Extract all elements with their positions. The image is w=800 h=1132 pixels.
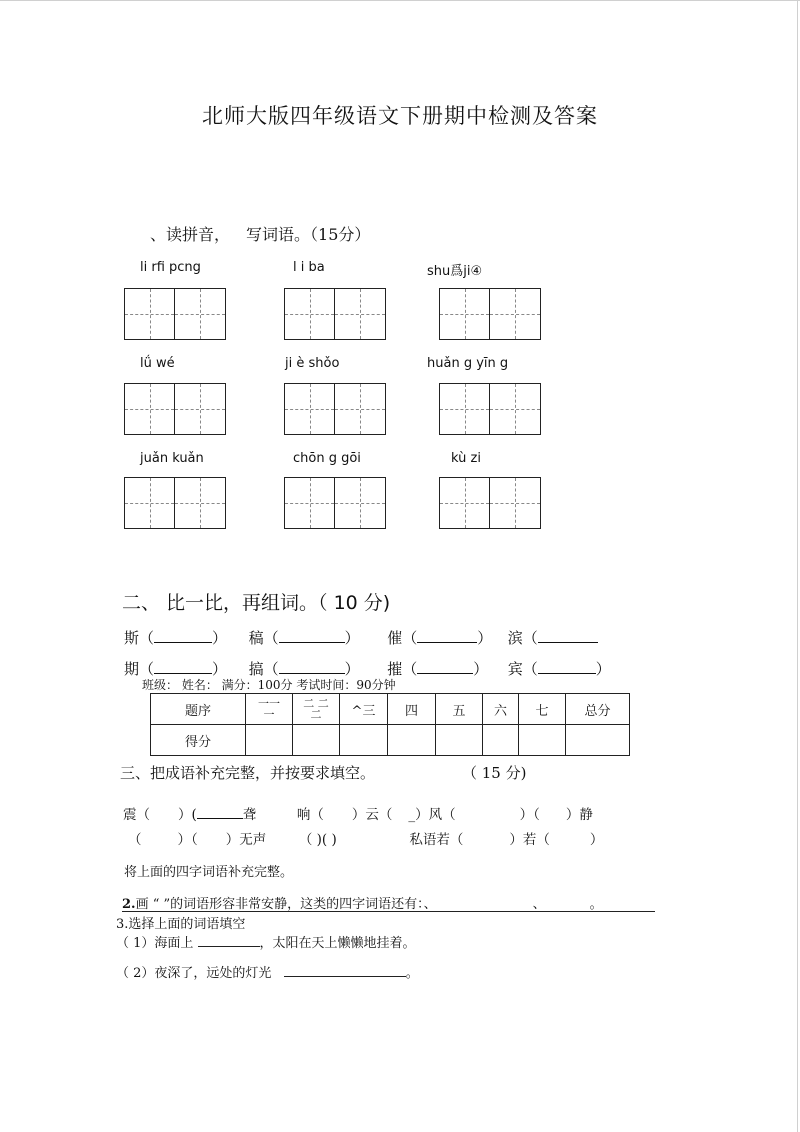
writing-grid[interactable]: [439, 477, 541, 529]
writing-grid[interactable]: [124, 477, 226, 529]
score-header-cell: 七: [519, 694, 566, 725]
paren: ）: [477, 629, 493, 647]
page-edge: [797, 0, 798, 1132]
pinyin-label: li rfi pcng: [140, 260, 201, 275]
question-2-text: 画 “ ”的词语形容非常安静，这类的四字词语还有：、: [135, 897, 437, 912]
question-text: （ 2）夜深了，远处的灯光: [116, 966, 272, 981]
paren: ）: [212, 660, 228, 678]
idiom-text: （ )( ): [298, 832, 337, 848]
idiom-text: ）无声: [225, 832, 267, 848]
idiom-row-1: [123, 803, 593, 823]
section3-heading: 三、把成语补充完整，并按要求填空。: [120, 764, 376, 782]
paren: ）: [473, 660, 489, 678]
char-label: 宾（: [507, 660, 538, 678]
paren: ）: [344, 629, 360, 647]
score-header-cell: 题序: [151, 694, 246, 725]
page-edge: [0, 0, 800, 1]
question-2: [122, 893, 603, 912]
score-header-cell: 一一 一: [246, 694, 293, 725]
char-label: 催（: [387, 629, 418, 647]
answer-blank[interactable]: [279, 628, 345, 643]
char-label: 斯（: [124, 629, 155, 647]
writing-grid[interactable]: [284, 288, 386, 340]
idiom-text: 震（: [123, 807, 150, 823]
score-cell[interactable]: [293, 725, 340, 756]
question-3-1: [116, 932, 416, 951]
idiom-text: 私语若（: [409, 832, 464, 848]
answer-blank[interactable]: [538, 659, 596, 674]
char-label: 期（: [124, 660, 155, 678]
score-cell[interactable]: [566, 725, 630, 756]
score-table-header-row: [151, 694, 630, 725]
idiom-text: （: [128, 832, 142, 848]
answer-blank[interactable]: [197, 806, 243, 819]
section1-heading: [150, 222, 370, 245]
score-row-label: 得分: [151, 725, 246, 756]
idiom-text: ）（: [177, 832, 198, 848]
question-1: 将上面的四字词语补充完整。: [124, 865, 294, 880]
score-cell[interactable]: [519, 725, 566, 756]
answer-blank[interactable]: [154, 659, 212, 674]
char-label: 稿（: [248, 629, 279, 647]
writing-grid[interactable]: [124, 383, 226, 435]
answer-blank[interactable]: [154, 628, 212, 643]
question-text: ，太阳在天上懒懒地挂着。: [259, 936, 416, 951]
idiom-row-2: [128, 828, 603, 848]
answer-blank[interactable]: [198, 934, 260, 947]
section3-points: （ 15 分): [462, 764, 527, 782]
score-cell[interactable]: [388, 725, 436, 756]
idiom-text: _）风（: [408, 807, 456, 823]
answer-line[interactable]: [122, 911, 655, 912]
question-text: 。: [405, 966, 419, 981]
score-cell[interactable]: [246, 725, 293, 756]
answer-blank[interactable]: [538, 628, 598, 643]
question-3-2: [116, 962, 419, 981]
pinyin-label: l i ba: [293, 260, 325, 275]
idiom-text: ）若（: [509, 832, 550, 848]
period: 。: [589, 897, 603, 912]
score-table: [150, 693, 630, 756]
score-table-score-row: [151, 725, 630, 756]
answer-blank[interactable]: [417, 659, 473, 674]
writing-grid[interactable]: [439, 383, 541, 435]
pinyin-label: huǎn g yīn g: [427, 356, 509, 371]
score-header-cell: 四: [388, 694, 436, 725]
answer-blank[interactable]: [279, 659, 345, 674]
char-label: 搞（: [248, 660, 279, 678]
score-header-cell: 六: [483, 694, 519, 725]
idiom-text: ）(: [178, 807, 197, 823]
pinyin-label: juǎn kuǎn: [140, 451, 204, 466]
idiom-text: ）: [589, 832, 604, 848]
score-cell[interactable]: [483, 725, 519, 756]
idiom-text: ）静: [565, 807, 593, 823]
writing-grid[interactable]: [284, 477, 386, 529]
question-3: 3.选择上面的词语填空: [116, 917, 246, 932]
idiom-text: ）云（: [351, 807, 393, 823]
section1-heading-a: 、读拼音，: [150, 225, 231, 244]
exam-info-line: 班级： 姓名： 满分：100分 考试时间：90分钟: [142, 678, 396, 692]
separator: 、: [532, 897, 546, 912]
score-header-cell: ^三: [340, 694, 388, 725]
compare-row-1: [124, 627, 598, 648]
question-text: （ 1）海面上: [116, 936, 194, 951]
paren: ）: [344, 660, 360, 678]
pinyin-label: kù zi: [451, 451, 481, 466]
pinyin-label: ji è shǒo: [285, 356, 340, 371]
idiom-text: ）（: [519, 807, 540, 823]
question-number: 2.: [122, 897, 136, 912]
paren: ）: [595, 660, 611, 678]
char-label: 滨（: [507, 629, 538, 647]
score-cell[interactable]: [436, 725, 483, 756]
score-header-cell: 五: [436, 694, 483, 725]
answer-blank[interactable]: [284, 964, 406, 977]
page-title: 北师大版四年级语文下册期中检测及答案: [202, 104, 598, 128]
writing-grid[interactable]: [439, 288, 541, 340]
score-header-cell: 总分: [566, 694, 630, 725]
pinyin-label: chōn g gōi: [293, 451, 361, 466]
paren: ）: [212, 629, 228, 647]
score-header-cell: 二 二 二: [293, 694, 340, 725]
char-label: 摧（: [387, 660, 418, 678]
idiom-text: 响（: [296, 807, 324, 823]
section1-heading-b: 写词语。（15分）: [246, 225, 371, 244]
writing-grid[interactable]: [284, 383, 386, 435]
score-cell[interactable]: [340, 725, 388, 756]
writing-grid[interactable]: [124, 288, 226, 340]
section2-heading: 二、 比一比，再组词。（ 10 分): [122, 592, 391, 614]
pinyin-label: shu爲ji④: [427, 264, 483, 279]
idiom-text: 聋: [242, 807, 257, 823]
pinyin-label: lǘ wé: [140, 356, 175, 371]
answer-blank[interactable]: [417, 628, 477, 643]
